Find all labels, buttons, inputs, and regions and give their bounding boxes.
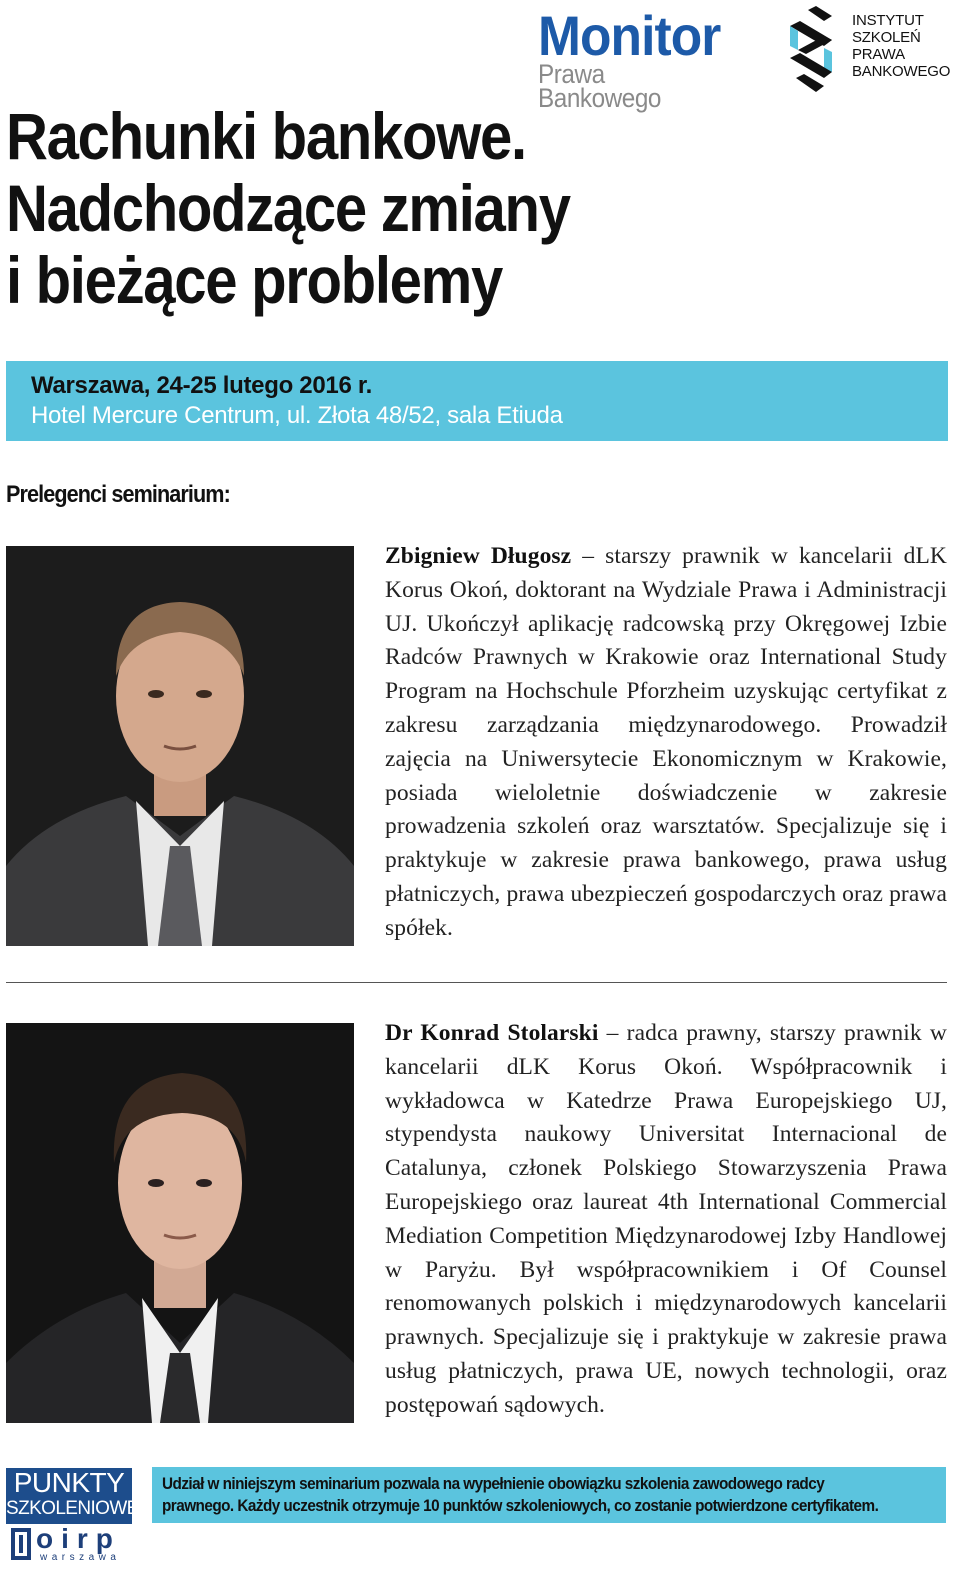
event-info-band bbox=[6, 361, 948, 441]
speaker-bio bbox=[385, 1017, 947, 1423]
notice-line: prawnego. Każdy uczestnik otrzymuje 10 punktów szkoleniowych, co zostanie potwierdzone certyfikatem. bbox=[162, 1496, 879, 1515]
notice-line: Udział w niniejszym seminarium pozwala na wypełnienie obowiązku szkolenia zawodowego radcy bbox=[162, 1474, 825, 1493]
institute-logo bbox=[786, 6, 956, 92]
title-line: i bieżące problemy bbox=[6, 243, 502, 317]
punkty-logo-line: PUNKTY bbox=[13, 1467, 125, 1498]
institute-logo-line: PRAWA bbox=[852, 46, 905, 63]
institute-logo-line: BANKOWEGO bbox=[852, 63, 951, 80]
oirp-logo bbox=[6, 1524, 132, 1564]
event-date: Warszawa, 24-25 lutego 2016 r. bbox=[31, 372, 372, 399]
speakers-heading: Prelegenci seminarium: bbox=[6, 481, 230, 508]
speaker-name: Dr Konrad Stolarski bbox=[385, 1020, 599, 1046]
section-divider bbox=[6, 982, 947, 983]
title-line: Rachunki bankowe. bbox=[6, 99, 526, 173]
event-venue: Hotel Mercure Centrum, ul. Złota 48/52, sala Etiuda bbox=[31, 402, 563, 429]
title-line: Nadchodzące zmiany bbox=[6, 171, 570, 245]
punkty-logo-line: SZKOLENIOWE bbox=[6, 1498, 139, 1519]
monitor-logo-title: Monitor bbox=[538, 4, 721, 67]
speaker-bio-text: – radca prawny, starszy prawnik w kancelarii dLK Korus Okoń. Współpracownik i wykładowca w Katedrze Prawa Europejskiego UJ, stypendysta naukowy Universitat Internacional de Catalunya, członek Polskiego Stowarzyszenia Prawa Europejskiego oraz laureat 4th International Commercial Mediation Competition Międzynarodowej Izby Handlowej w Paryżu. Był współpracownikiem i Of Counsel renomowanych polskich i międzynarodowych kancelarii prawnych. Specjalizuje się i praktykuje w zakresie prawa usług płatniczych, prawa UE, nowych technologii, oraz postępowań sądowych. bbox=[385, 1020, 948, 1418]
oirp-logo-subtext: warszawa bbox=[40, 1552, 121, 1563]
oirp-logo-text: oirp bbox=[36, 1523, 121, 1554]
speaker-photo bbox=[6, 1023, 354, 1423]
institute-logo-line: INSTYTUT bbox=[852, 12, 924, 29]
monitor-logo-subtitle: Prawa Bankowego bbox=[538, 59, 661, 113]
monitor-prawa-bankowego-logo bbox=[538, 4, 738, 113]
institute-logo-text bbox=[852, 12, 950, 80]
institute-logo-line: SZKOLEŃ bbox=[852, 29, 921, 46]
punkty-szkoleniowe-logo bbox=[6, 1467, 139, 1524]
scales-icon bbox=[8, 1526, 34, 1562]
dna-helix-icon bbox=[786, 6, 846, 92]
speaker-bio-text: – starszy prawnik w kancelarii dLK Korus Okoń, doktorant na Wydziale Prawa i Administracji UJ. Ukończył aplikację radcowską przy Okręgowej Izbie Radców Prawnych w Krakowie oraz International Study Program na Hochschule Pforzheim uzyskując certyfikat z zakresu zarządzania międzynarodowego. Prowadził zajęcia na Uniwersytecie Ekonomicznym w Krakowie, posiada wieloletnie doświadczenie w zakresie prowadzenia szkoleń oraz warsztatów. Specjalizuje się i praktykuje w zakresie prawa bankowego, prawa usług płatniczych, prawa ubezpieczeń gospodarczych oraz prawa spółek. bbox=[385, 543, 947, 941]
training-points-notice bbox=[152, 1467, 946, 1523]
speaker-bio bbox=[385, 540, 947, 946]
speaker-photo bbox=[6, 546, 354, 946]
page-title bbox=[6, 100, 570, 316]
speaker-name: Zbigniew Długosz bbox=[385, 543, 572, 569]
